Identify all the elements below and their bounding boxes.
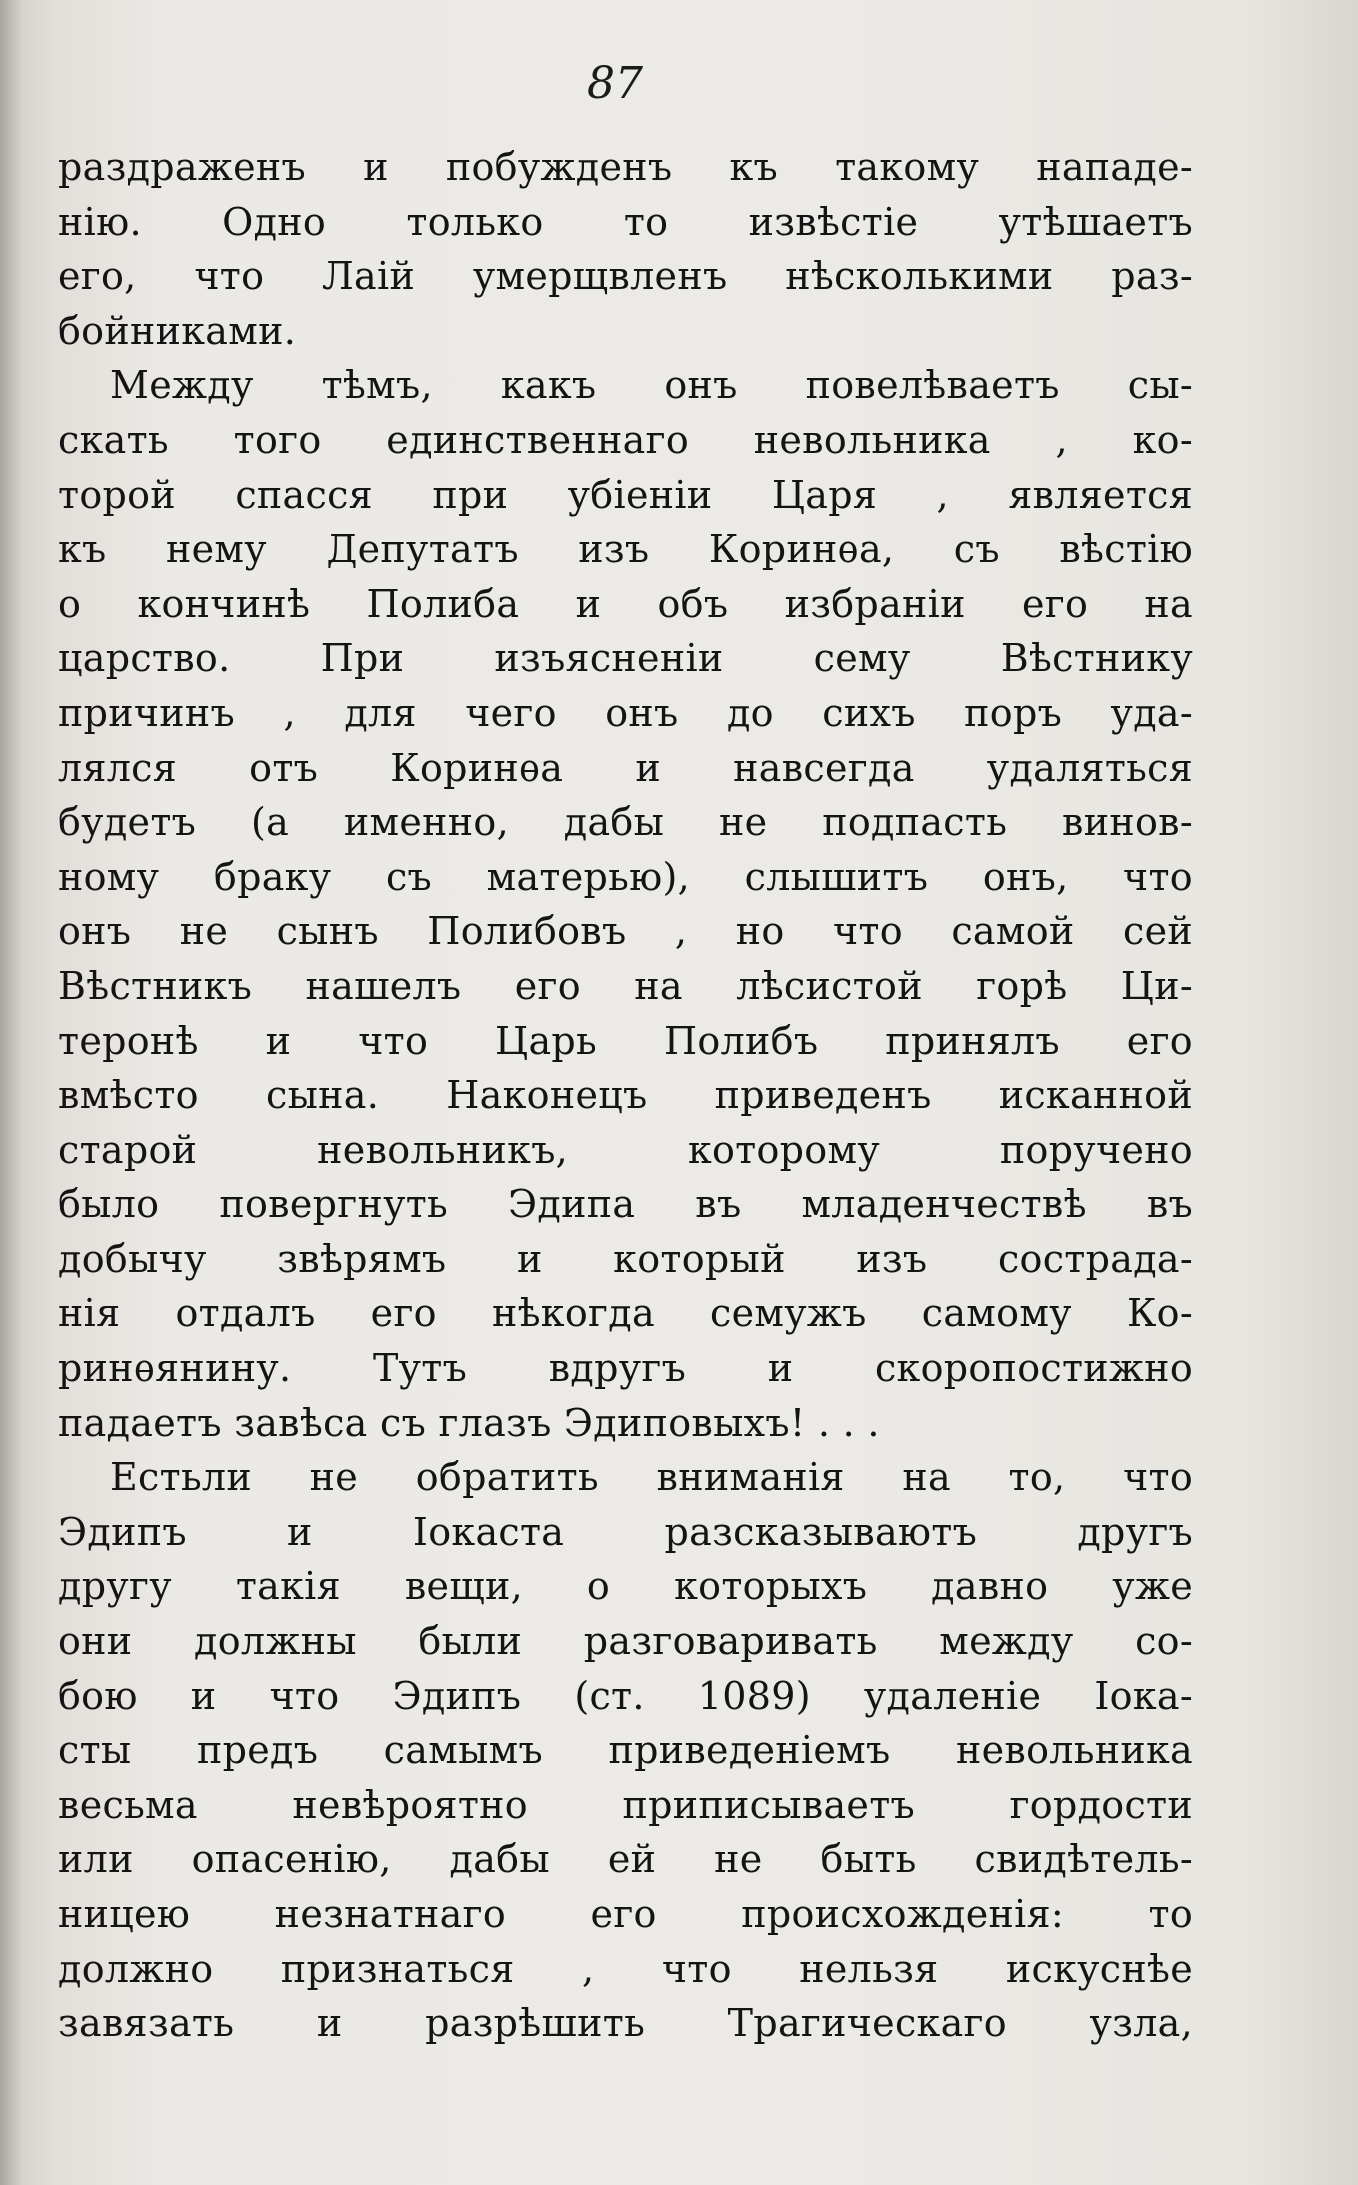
text-line: старой невольникъ, которому поручено [58, 1127, 1193, 1172]
text-line: падаетъ завѣса съ глазъ Эдиповыхъ! . . . [58, 1400, 880, 1445]
page-number: 87 [587, 58, 643, 109]
text-line: весьма невѣроятно приписываетъ гордости [58, 1782, 1193, 1827]
text-line: они должны были разговаривать между со- [58, 1619, 1193, 1664]
text-line: бойниками. [58, 308, 297, 353]
body-text [58, 140, 1193, 2051]
text-line: Вѣстникъ нашелъ его на лѣсистой горѣ Ци- [58, 963, 1193, 1008]
text-line: царство. При изъясненіи сему Вѣстнику [58, 636, 1193, 681]
text-line: ницею незнатнаго его происхожденія: то [58, 1892, 1193, 1936]
text-line: о кончинѣ Полиба и объ избраніи его на [58, 581, 1193, 626]
text-line: должно признаться , что нельзя искуснѣе [58, 1946, 1193, 1991]
text-line: нію. Одно только то извѣстіе утѣшаетъ [58, 199, 1193, 244]
text-line: раздраженъ и побужденъ къ такому нападе- [58, 145, 1193, 189]
text-line: скать того единственнаго невольника , ко- [58, 417, 1193, 462]
text-line: лялся отъ Коринѳа и навсегда удаляться [58, 745, 1193, 790]
text-line: или опасенію, дабы ей не быть свидѣтель- [58, 1837, 1193, 1882]
text-line: ринѳянину. Тутъ вдругъ и скоропостижно [58, 1346, 1193, 1391]
text-line: добычу звѣрямъ и который изъ сострада- [58, 1236, 1193, 1281]
text-line: теронѣ и что Царь Полибъ принялъ его [58, 1018, 1193, 1063]
text-line: онъ не сынъ Полибовъ , но что самой сей [58, 909, 1193, 954]
text-line: къ нему Депутатъ изъ Коринѳа, съ вѣстію [58, 527, 1193, 572]
text-line: будетъ (а именно, дабы не подпасть винов- [58, 800, 1193, 845]
text-line: нія отдалъ его нѣкогда семужъ самому Ко- [58, 1291, 1193, 1336]
page-gutter-edge [0, 0, 22, 2185]
text-line: бою и что Эдипъ (ст. 1089) удаленіе Іока- [58, 1673, 1193, 1718]
text-line: Эдипъ и Іокаста разсказываютъ другъ [58, 1509, 1193, 1554]
text-line: его, что Лаій умерщвленъ нѣсколькими раз- [58, 254, 1193, 299]
text-line: завязать и разрѣшить Трагическаго узла, [58, 2001, 1193, 2046]
text-line: Между тѣмъ, какъ онъ повелѣваетъ сы- [110, 363, 1193, 408]
text-line: торой спасся при убіеніи Царя , является [58, 472, 1193, 517]
text-line: сты предъ самымъ приведеніемъ невольника [58, 1728, 1193, 1773]
text-line: другу такія вещи, о которыхъ давно уже [58, 1564, 1193, 1609]
text-line: Естьли не обратить вниманія на то, что [110, 1455, 1193, 1500]
text-line: ному браку съ матерью), слышитъ онъ, что [58, 854, 1193, 899]
text-line: причинъ , для чего онъ до сихъ поръ уда- [58, 690, 1193, 735]
text-line: было повергнуть Эдипа въ младенчествѣ въ [58, 1182, 1193, 1227]
text-line: вмѣсто сына. Наконецъ приведенъ исканной [58, 1073, 1193, 1118]
